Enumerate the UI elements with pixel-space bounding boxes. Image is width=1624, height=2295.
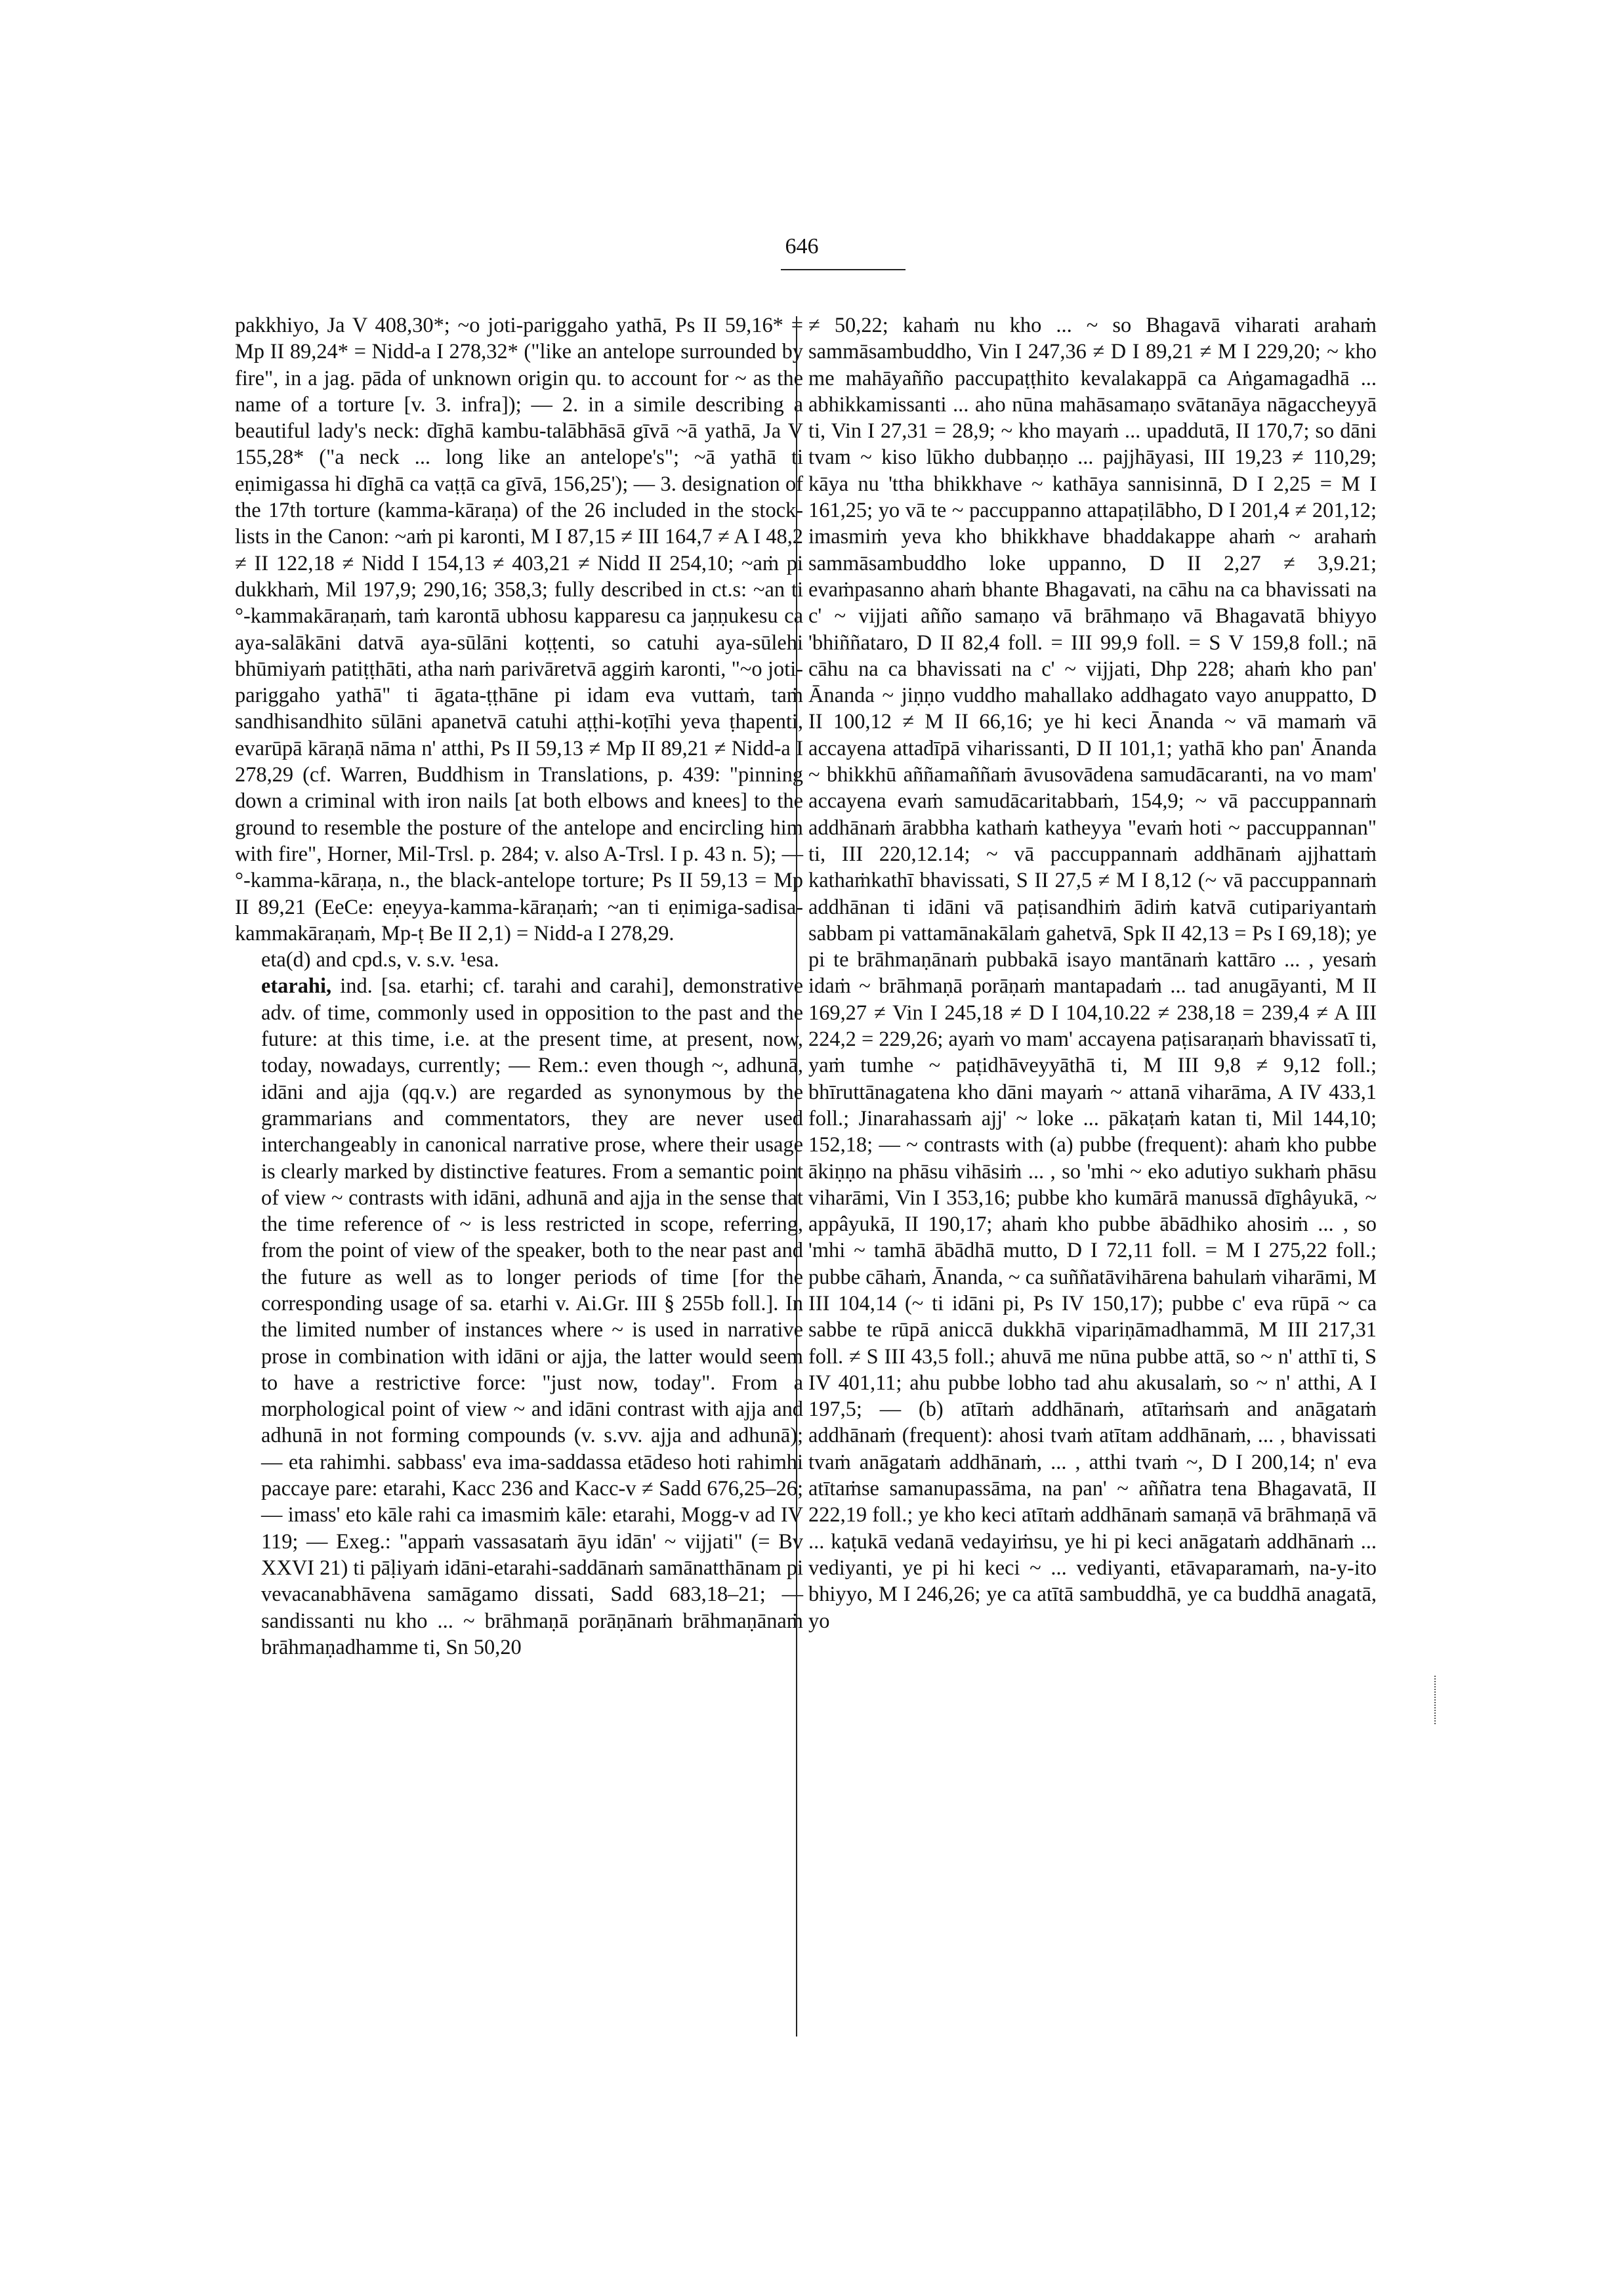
cross-reference: eta(d) and cpd.s, v. s.v. ¹esa.: [261, 948, 499, 972]
column-divider: [796, 316, 797, 2037]
headword: etarahi,: [261, 974, 332, 999]
entry-definition: ind. [sa. etarhi; cf. tarahi and carahi], demonstrative adv. of time, commonly used in opposition to the past and the future: at this time, i.e. at the present time, at present, now, today, nowadays, currently; — Rem.: even though ~, adhunā, idāni and ajja (qq.v.) are regarded as synonymous by the grammarians and commentators, they are never used interchangeably in canonical narrative prose, where their usage is clearly marked by distinctive features. From a semantic point of view ~ contrasts with idāni, adhunā and ajja in the sense that the time reference of ~ is less restricted in scope, referring, from the point of view of the speaker, both to the near past and the future as well as to longer periods of time [for the corresponding usage of sa. etarhi v. Ai.Gr. III § 255b foll.]. In the limited number of instances where ~ is used in narrative prose in combination with idāni or ajja, the latter would seem to have a restrictive force: "just now, today". From a morphological point of view ~ and idāni contrast with ajja and adhunā in not forming compounds (v. s.vv. ajja and adhunā); — eta rahimhi. sabbass' eva ima-saddassa etādeso hoti rahimhi paccaye pare: etarahi, Kacc 236 and Kacc-v ≠ Sadd 676,25–26; — imass' eto kāle rahi ca imasmiṁ kāle: etarahi, Mogg-v ad IV 119; — Exeg.: "appaṁ vassasataṁ āyu idān' ~ vijjati" (= Bv XXVI 21) ti pāḷiyaṁ idāni-etarahi-saddānaṁ samānatthānam pi vevacanabhāvena samāgamo dissati, Sadd 683,18–21; — sandissanti nu kho ... ~ brāhmaṇā porāṇānaṁ brāhmaṇānaṁ brāhmaṇadhamme ti, Sn 50,20: [261, 974, 803, 1659]
entry-paragraph: ≠ 50,22; kahaṁ nu kho ... ~ so Bhagavā viharati arahaṁ sammāsambuddho, Vin I 247,36 ≠ D I 89,21 ≠ M I 229,20; ~ kho me mahāyañño paccupaṭṭhito kevalakappā ca Aṅgamagadhā ... abhikkamissanti ... aho nūna mahāsamaṇo svātanāya nāgaccheyyā ti, Vin I 27,31 = 28,9; ~ kho mayaṁ ... upaddutā, II 170,7; so dāni tvam ~ kiso lūkho dubbaṇṇo ... pajjhāyasi, III 19,23 ≠ 110,29; kāya nu 'ttha bhikkhave ~ kathāya sannisinnā, D I 2,25 = M I 161,25; yo vā te ~ paccuppanno attapaṭilābho, D I 201,4 ≠ 201,12; imasmiṁ yeva kho bhikkhave bhaddakappe ahaṁ ~ arahaṁ sammāsambuddho loke uppanno, D II 2,27 ≠ 3,9.21; evaṁpasanno ahaṁ bhante Bhagavati, na cāhu na ca bhavissati na c' ~ vijjati añño samaṇo vā brāhmaṇo vā Bhagavatā bhiyyo 'bhiññataro, D II 82,4 foll. = III 99,9 foll. = S V 159,8 foll.; nā cāhu na ca bhavissati na c' ~ vijjati, Dhp 228; ahaṁ kho pan' Ānanda ~ jiṇṇo vuddho mahallako addhagato vayo anuppatto, D II 100,12 ≠ M II 66,16; ye hi keci Ānanda ~ vā mamaṁ vā accayena attadīpā viharissanti, D II 101,1; yathā kho pan' Ānanda ~ bhikkhū aññamaññaṁ āvusovādena samudācaranti, na vo mam' accayena evaṁ samudācaritabbaṁ, 154,9; ~ vā paccuppannaṁ addhānaṁ ārabbha kathaṁ katheyya "evaṁ hoti ~ paccuppannan" ti, III 220,12.14; ~ vā paccuppannaṁ addhānaṁ ajjhattaṁ kathaṁkathī bhavissati, S II 27,5 ≠ M I 8,12 (~ vā paccuppannaṁ addhānan ti idāni vā paṭisandhiṁ ādiṁ katvā cutipariyantaṁ sabbam pi vattamānakālaṁ gahetvā, Spk II 42,13 = Ps I 69,18); ye pi te brāhmaṇānaṁ pubbakā isayo mantānaṁ kattāro ... , yesaṁ idaṁ ~ brāhmaṇā porāṇaṁ mantapadaṁ ... tad anugāyanti, M II 169,27 ≠ Vin I 245,18 ≠ D I 104,10.22 ≠ 238,18 = 239,4 ≠ A III 224,2 = 229,26; ayaṁ vo mam' accayena paṭisaraṇaṁ bhavissatī ti, yaṁ tumhe ~ paṭidhāveyyāthā ti, M III 9,8 ≠ 9,12 foll.; bhīruttānagatena kho dāni mayaṁ ~ attanā viharāma, A IV 433,1 foll.; Jinarahassaṁ ajj' ~ loke ... pākaṭaṁ katan ti, Mil 144,10; 152,18; — ~ contrasts with (a) pubbe (frequent): ahaṁ kho pubbe ākiṇṇo na phāsu vihāsiṁ ... , so 'mhi ~ eko adutiyo sukhaṁ phāsu viharāmi, Vin I 353,16; pubbe kho kumārā manussā dīghâyukā, ~ appâyukā, II 190,17; ahaṁ kho pubbe ābādhiko ahosiṁ ... , so 'mhi ~ tamhā ābādhā mutto, D I 72,11 foll. = M I 275,22 foll.; pubbe cāhaṁ, Ānanda, ~ ca suññatāvihārena bahulaṁ viharāmi, M III 104,14 (~ ti idāni pi, Ps IV 150,17); pubbe c' eva rūpā ~ ca sabbe te rūpā aniccā dukkhā vipariṇāmadhammā, M III 217,31 foll. ≠ S III 43,5 foll.; ahuvā me nūna pubbe attā, so ~ n' atthī ti, S IV 401,11; ahu pubbe lobho tad ahu akusalaṁ, so ~ n' atthi, A I 197,5; — (b) atītaṁ addhānaṁ, atītaṁsaṁ and anāgataṁ addhānaṁ (frequent): ahosi tvaṁ atītam addhānaṁ, ... , bhavissati tvaṁ anāgataṁ addhānaṁ, ... , atthi tvaṁ ~, D I 200,14; n' eva atītaṁse samanupassāma, na pan' ~ aññatra tena Bhagavatā, II 222,19 foll.; ye kho keci atītaṁ addhānaṁ samaṇā vā brāhmaṇā vā ... kaṭukā vedanā vedayiṁsu, ye hi pi keci anāgataṁ addhānaṁ ... vediyanti, ye pi hi keci ~ ... vediyanti, etāvaparamaṁ, na-y-ito bhiyyo, M I 246,26; ye ca atītā sambuddhā, ye ca buddhā anagatā, yo: [808, 314, 1377, 1633]
entry-etarahi: [235, 973, 803, 1661]
page-number: 646: [785, 234, 819, 258]
left-column: [235, 312, 803, 1661]
entry-paragraph: pakkhiyo, Ja V 408,30*; ~o joti-pariggaho yathā, Ps II 59,16* = Mp II 89,24* = Nidd-a I 278,32* ("like an antelope surrounded by fire", in a jag. pāda of unknown origin qu. to account for ~ as the name of a torture [v. 3. infra]); — 2. in a simile describing a beautiful lady's neck: dīghā kambu-talābhāsā gīvā ~ā yathā, Ja V 155,28* ("a neck ... long like an antelope's"; ~ā yathā ti eṇimigassa hi dīghā ca vaṭṭā ca gīvā, 156,25'); — 3. designation of the 17th torture (kamma-kāraṇa) of the 26 included in the stock-lists in the Canon: ~aṁ pi karonti, M I 87,15 ≠ III 164,7 ≠ A I 48,2 ≠ II 122,18 ≠ Nidd I 154,13 ≠ 403,21 ≠ Nidd II 254,10; ~aṁ pi dukkhaṁ, Mil 197,9; 290,16; 358,3; fully described in ct.s: ~an ti °-kammakāraṇaṁ, taṁ karontā ubhosu kapparesu ca jaṇṇukesu ca aya-salākāni datvā aya-sūlāni koṭṭenti, so catuhi aya-sūlehi bhūmiyaṁ patiṭṭhāti, atha naṁ parivāretvā aggiṁ karonti, "~o joti-pariggaho yathā" ti āgata-ṭṭhāne pi idam eva vuttaṁ, taṁ sandhisandhito sūlāni apanetvā catuhi aṭṭhi-koṭīhi yeva ṭhapenti, evarūpā kāraṇā nāma n' atthi, Ps II 59,13 ≠ Mp II 89,21 ≠ Nidd-a I 278,29 (cf. Warren, Buddhism in Translations, p. 439: "pinning down a criminal with iron nails [at both elbows and knees] to the ground to resemble the posture of the antelope and encircling him with fire", Horner, Mil-Trsl. p. 284; v. also A-Trsl. I p. 43 n. 5); — °-kamma-kāraṇa, n., the black-antelope torture; Ps II 59,13 = Mp II 89,21 (EeCe: eṇeyya-kamma-kāraṇaṁ; ~an ti eṇimiga-sadisa-kammakāraṇaṁ, Mp-ṭ Be II 2,1) = Nidd-a I 278,29.: [235, 314, 803, 945]
margin-mark: [1434, 1676, 1436, 1724]
right-column: [808, 312, 1377, 1634]
header-rule: [781, 269, 906, 270]
